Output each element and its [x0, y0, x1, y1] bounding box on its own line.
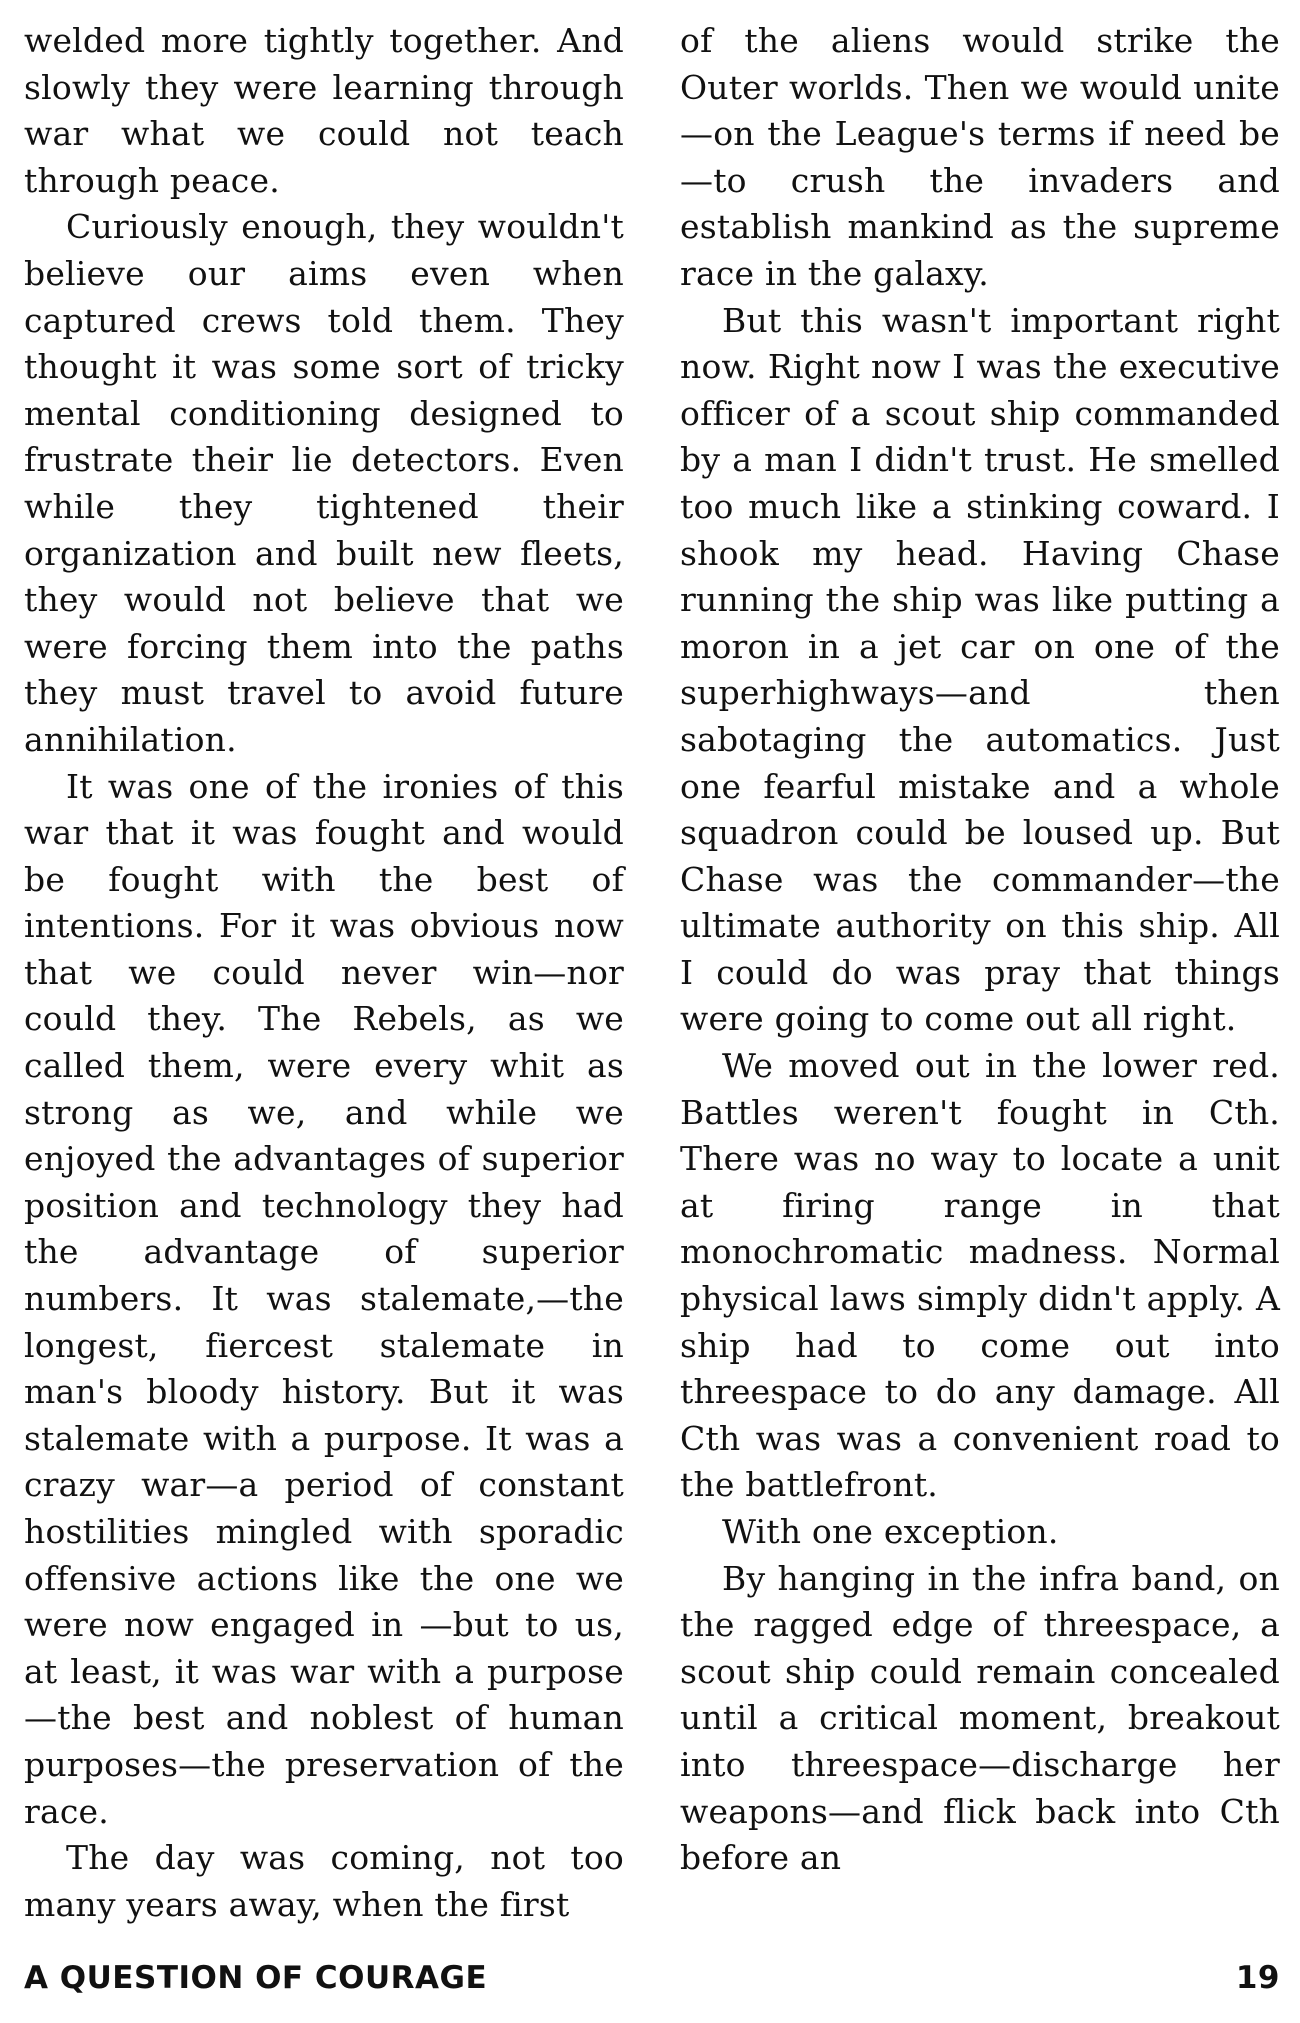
paragraph: of the aliens would strike the Outer worlds. Then we would unite—on the League's terms if need be—to crush the invaders and establish mankind as the supreme race in the galaxy. — [680, 21, 1280, 293]
right-column — [680, 18, 1280, 1928]
book-page — [24, 18, 1280, 2008]
paragraph: The day was coming, not too many years away, when the first — [24, 1838, 624, 1924]
paragraph: With one exception. — [722, 1512, 1059, 1551]
paragraph: But this wasn't important right now. Right now I was the executive officer of a scout ship commanded by a man I didn't trust. He smelled too much like a stinking coward. I shook my head. Having Chase running the ship was like putting a moron in a jet car on one of the superhighways—and then sabotaging the automatics. Just one fearful mistake and a whole squadron could be loused up. But Chase was the commander—the ultimate authority on this ship. All I could do was pray that things were going to come out all right. — [680, 300, 1280, 1039]
paragraph: welded more tightly together. And slowly they were learning through war what we could not teach through peace. — [24, 21, 624, 200]
paragraph: Curiously enough, they wouldn't believe our aims even when captured crews told them. They thought it was some sort of tricky mental conditioning designed to frustrate their lie detectors. Even while they tightened their organization and built new fleets, they would not believe that we were forcing them into the paths they must travel to avoid future annihilation. — [24, 207, 624, 759]
running-title: A QUESTION OF COURAGE — [24, 1960, 488, 1996]
text-columns — [24, 18, 1280, 1928]
paragraph: We moved out in the lower red. Battles weren't fought in Cth. There was no way to locate a unit at firing range in that monochromatic madness. Normal physical laws simply didn't apply. A ship had to come out into threespace to do any damage. All Cth was was a convenient road to the battlefront. — [680, 1046, 1280, 1505]
paragraph: It was one of the ironies of this war that it was fought and would be fought with the best of intentions. For it was obvious now that we could never win—nor could they. The Rebels, as we called them, were every whit as strong as we, and while we enjoyed the advantages of superior position and technology they had the advantage of superior numbers. It was stalemate,—the longest, fiercest stalemate in man's bloody history. But it was stalemate with a purpose. It was a crazy war—a period of constant hostilities mingled with sporadic offensive actions like the one we were now engaged in —but to us, at least, it was war with a purpose—the best and noblest of human purposes—the preservation of the race. — [24, 766, 624, 1831]
page-footer — [24, 1956, 1280, 2000]
left-column — [24, 18, 624, 1928]
page-number: 19 — [1235, 1960, 1280, 1996]
paragraph: By hanging in the infra band, on the ragged edge of threespace, a scout ship could remain concealed until a critical moment, breakout into threespace—discharge her weapons—and flick back into Cth before an — [680, 1558, 1280, 1878]
